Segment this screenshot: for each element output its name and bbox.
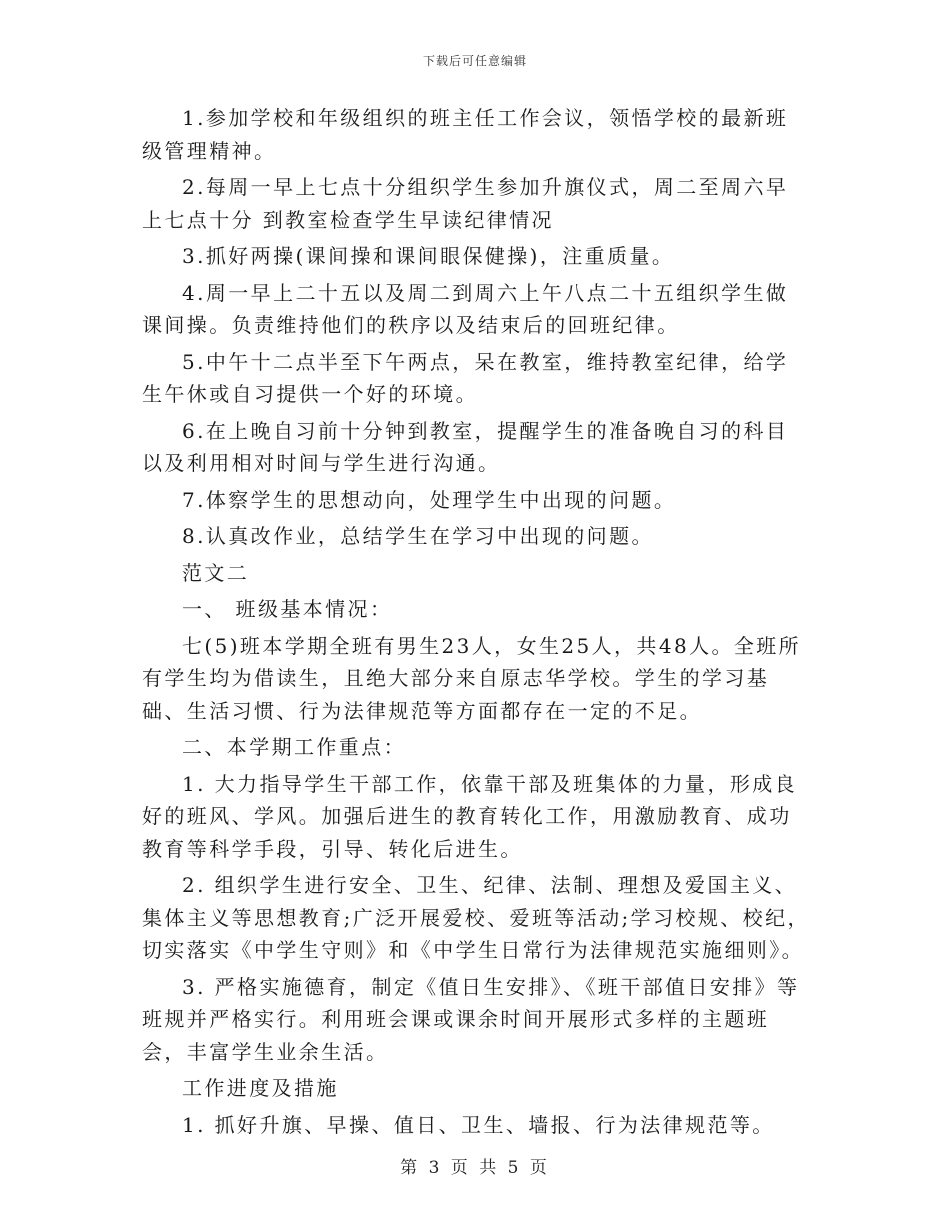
paragraph-3: 3.抓好两操(课间操和课间眼保健操)，注重质量。: [182, 244, 675, 268]
paragraph-class-situation: 七(5)班本学期全班有男生23人，女生25人，共48人。全班所有学生均为借读生，且绝大部分来自原志华学校。学生的学习基础、生活习惯、行为法律规范等方面都存在一定的不足。: [142, 633, 802, 723]
section-heading-work-focus: 二、本学期工作重点：: [182, 735, 406, 759]
section-heading-example-two: 范文二: [182, 560, 250, 585]
paragraph-7: 7.体察学生的思想动向，处理学生中出现的问题。: [182, 487, 677, 512]
paragraph-6: 6.在上晚自习前十分钟到教室，提醒学生的准备晚自习的科目以及利用相对时间与学生进行沟通。: [142, 418, 789, 475]
document-body: [142, 102, 810, 1145]
section-heading-class-situation: 一、 班级基本情况：: [182, 597, 393, 621]
paragraph-8: 8.认真改作业，总结学生在学习中出现的问题。: [182, 524, 654, 548]
paragraph-5: 5.中午十二点半至下午两点，呆在教室，维持教室纪律，给学生午休或自习提供一个好的环境。: [142, 349, 789, 406]
paragraph-focus-1: 1. 大力指导学生干部工作，依靠干部及班集体的力量，形成良好的班风、学风。加强后进生的教育转化工作，用激励教育、成功教育等科学手段，引导、转化后进生。: [142, 771, 798, 861]
page-number: 第 3 页 共 5 页: [400, 1158, 550, 1178]
paragraph-focus-2: 2. 组织学生进行安全、卫生、纪律、法制、理想及爱国主义、集体主义等思想教育;广泛开展爱校、爱班等活动;学习校规、校纪，切实落实《中学生守则》和《中学生日常行为法律规范实施细则》。: [142, 873, 810, 962]
paragraph-focus-3: 3. 严格实施德育，制定《值日生安排》、《班干部值日安排》等班规并严格实行。利用班会课或课余时间开展形式多样的主题班会，丰富学生业余生活。: [142, 974, 800, 1064]
paragraph-2: 2.每周一早上七点十分组织学生参加升旗仪式，周二至周六早上七点十分 到教室检查学生早读纪律情况: [142, 175, 789, 232]
paragraph-progress-1: 1. 抓好升旗、早操、值日、卫生、墙报、行为法律规范等。: [182, 1112, 775, 1137]
paragraph-4: 4.周一早上二十五以及周二到周六上午八点二十五组织学生做课间操。负责维持他们的秩序以及结束后的回班纪律。: [142, 280, 789, 337]
page-header: 下载后可任意编辑: [422, 54, 527, 68]
paragraph-1: 1.参加学校和年级组织的班主任工作会议，领悟学校的最新班级管理精神。: [142, 106, 789, 163]
section-heading-progress: 工作进度及措施: [182, 1076, 339, 1100]
